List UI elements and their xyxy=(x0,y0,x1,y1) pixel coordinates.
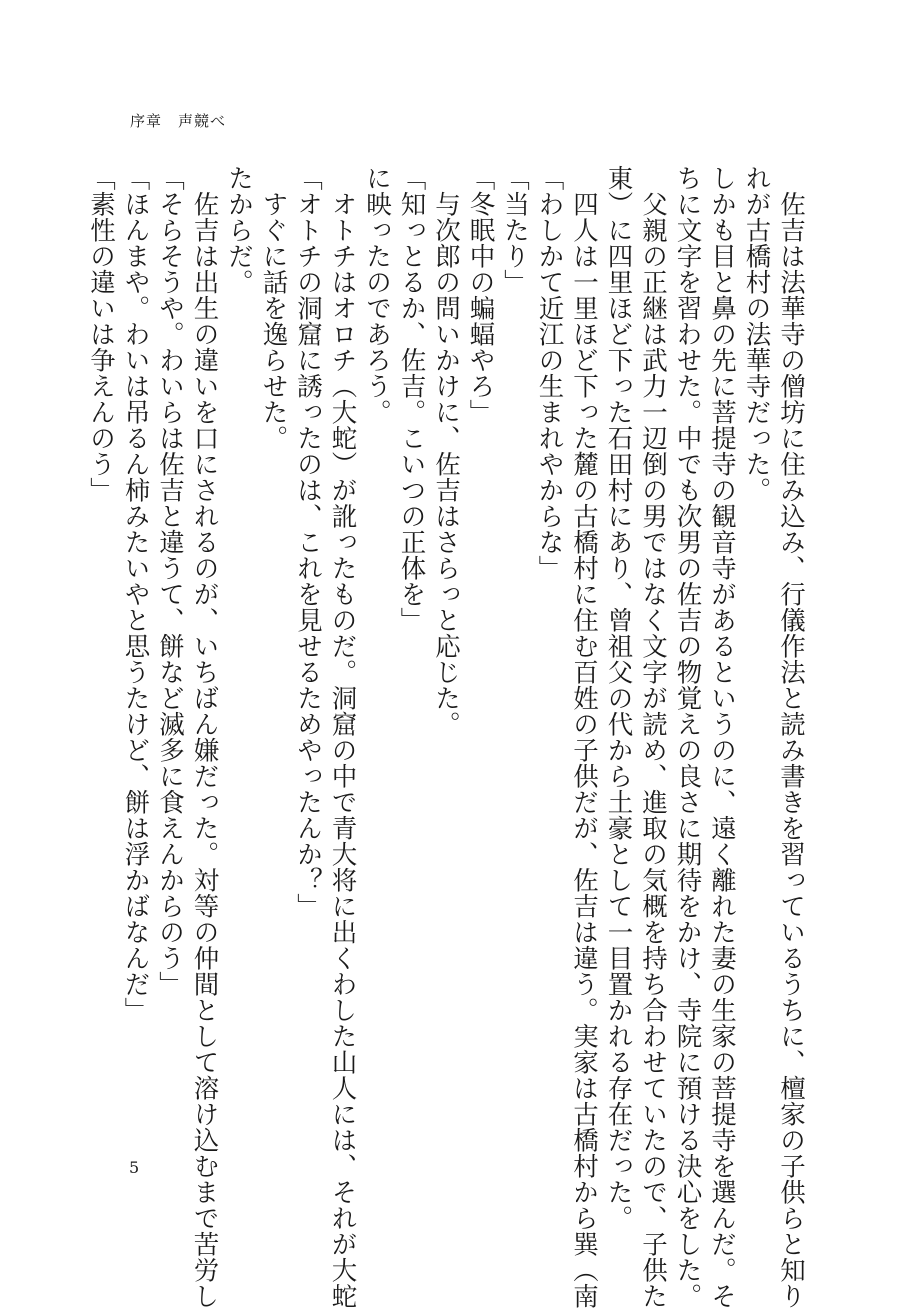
text-line: に映ったのであろう。 xyxy=(362,165,392,425)
vertical-body-text xyxy=(86,165,808,1309)
text-line: 佐吉は出生の違いを口にされるのが、いちばん嫌だった。対等の仲間として溶け込むまで苦労し xyxy=(189,190,220,1309)
text-line: 四人は一里ほど下った麓の古橋村に住む百姓の子供だが、佐吉は違う。実家は古橋村から巽（南 xyxy=(569,190,599,1309)
text-line: 佐吉は法華寺の僧坊に住み込み、行儀作法と読み書きを習っているうちに、檀家の子供らと知り xyxy=(776,190,806,1309)
text-line: たからだ。 xyxy=(224,165,254,295)
text-line: ちに文字を習わせた。中でも次男の佐吉の物覚えの良さに期待をかけ、寺院に預ける決心をした。 xyxy=(672,165,703,1309)
text-line: 「そらそうや。わいらは佐吉と違うて、餅など滅多に食えんからのう」 xyxy=(155,165,185,997)
text-line: オトチはオロチ（大蛇）が訛ったものだ。洞窟の中で青大将に出くわした山人には、それが大蛇 xyxy=(327,190,358,1309)
page-number: 5 xyxy=(129,1158,140,1177)
text-line: 「ほんまや。わいは吊るん柿みたいやと思うたけど、餅は浮かばなんだ」 xyxy=(120,165,151,1023)
text-line: しかも目と鼻の先に菩提寺の観音寺があるというのに、遠く離れた妻の生家の菩提寺を選んだ。そ xyxy=(707,165,737,1309)
text-line: 東）に四里ほど下った石田村にあり、曾祖父の代から土豪として一目置かれる存在だった。 xyxy=(603,165,634,1231)
text-line: 与次郎の問いかけに、佐吉はさらっと応じた。 xyxy=(431,190,461,737)
text-line: 父親の正継は武力一辺倒の男ではなく文字が読め、進取の気概を持ち合わせていたので、子供た xyxy=(638,190,668,1309)
text-line: 「当たり」 xyxy=(500,165,530,295)
text-line: 「知っとるか、佐吉。こいつの正体を」 xyxy=(396,165,427,633)
text-line: すぐに話を逸らせた。 xyxy=(258,190,289,451)
text-line: 「オトチの洞窟に誘ったのは、これを見せるためやったんか？」 xyxy=(293,165,323,919)
text-line: 「冬眠中の蝙蝠やろ」 xyxy=(465,165,496,425)
text-line: れが古橋村の法華寺だった。 xyxy=(741,165,772,503)
text-line: 「わしかて近江の生まれやからな」 xyxy=(534,165,565,581)
running-header: 序章 声競べ xyxy=(130,112,227,130)
text-line: 「素性の違いは争えんのう」 xyxy=(86,165,116,503)
